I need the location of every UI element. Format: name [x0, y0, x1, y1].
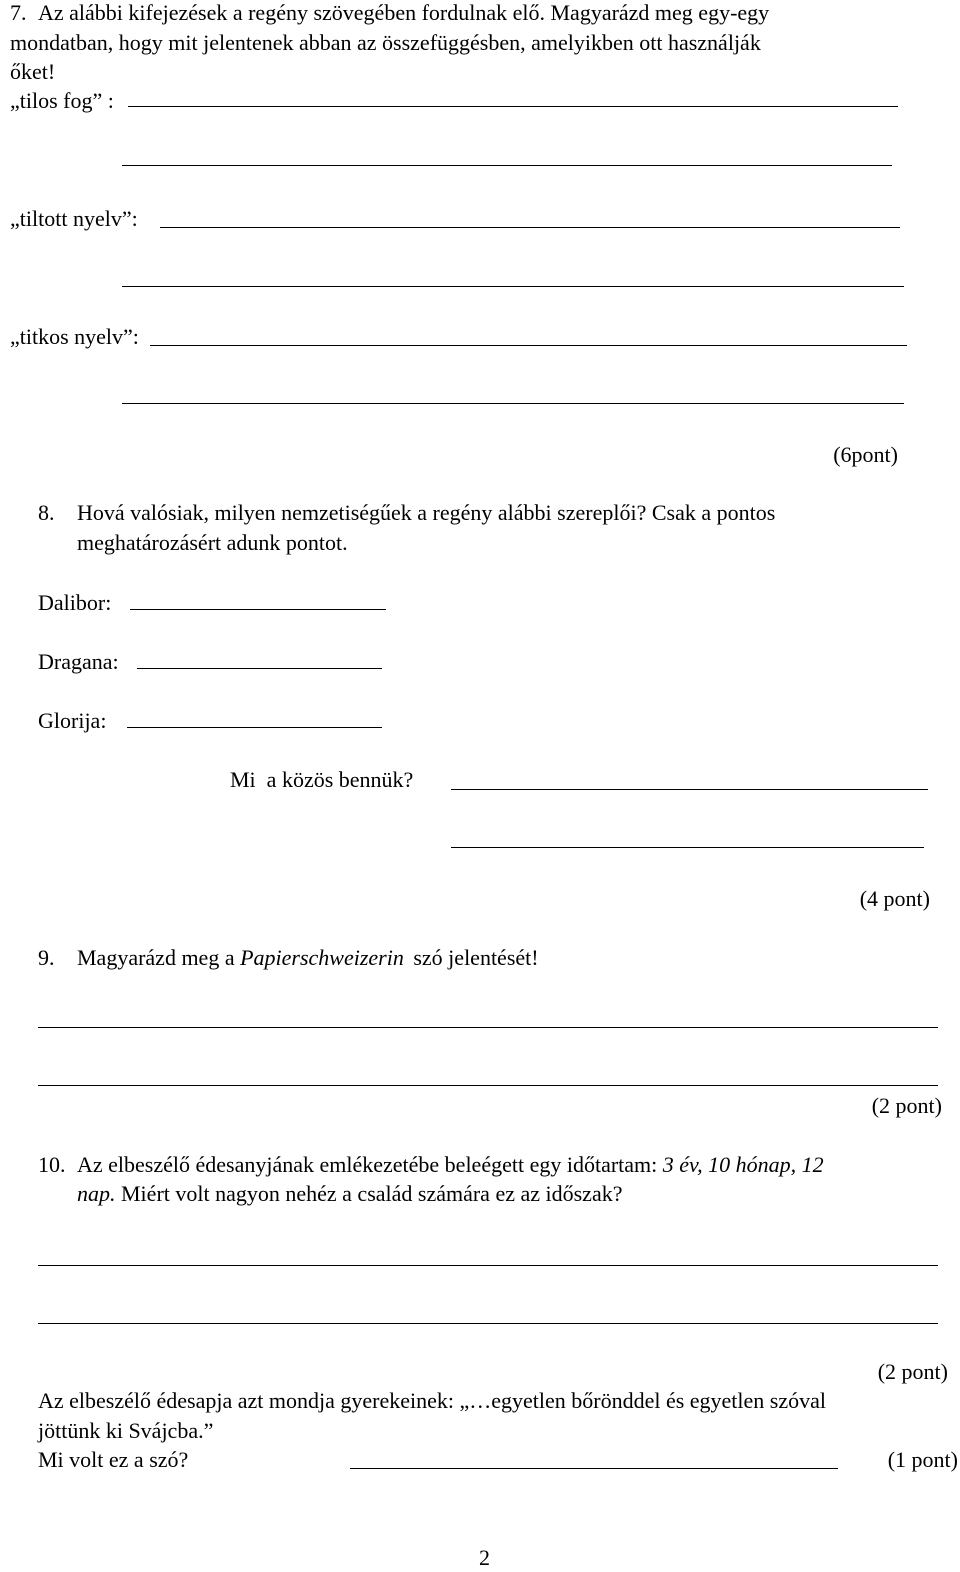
q10-duration-end: nap. — [77, 1181, 116, 1206]
q10-points: (2 pont) — [877, 1359, 948, 1384]
q11-text-line2: jöttünk ki Svájcba.” — [38, 1418, 214, 1443]
q10-text-line2-rest: Miért volt nagyon nehéz a család számára ez az időszak? — [121, 1181, 623, 1206]
q10-answer-line[interactable] — [38, 1265, 938, 1266]
q8-character-label: Dragana: — [38, 649, 119, 674]
q9-term: Papierschweizerin — [240, 945, 404, 970]
q11-answer-line[interactable] — [350, 1468, 838, 1469]
q7-item-label: „tiltott nyelv”: — [10, 206, 138, 231]
q7-answer-line[interactable] — [122, 165, 892, 166]
q10-number: 10. — [38, 1152, 66, 1177]
q10-text-line1 — [77, 1150, 824, 1179]
q9-number: 9. — [38, 945, 55, 970]
q8-answer-line[interactable] — [137, 668, 382, 669]
q7-number: 7. — [10, 0, 27, 25]
q7-text-line3: őket! — [10, 59, 56, 84]
q10-text-line1-part1: Az elbeszélő édesanyjának emlékezetébe beleégett egy időtartam: — [77, 1152, 658, 1177]
q7-answer-line[interactable] — [160, 227, 900, 228]
q8-answer-line[interactable] — [130, 609, 386, 610]
q7-text-line1: Az alábbi kifejezések a regény szövegében fordulnak elő. Magyarázd meg egy-egy — [38, 0, 770, 25]
q11-question: Mi volt ez a szó? — [38, 1447, 189, 1472]
q11-text-line1: Az elbeszélő édesapja azt mondja gyerekeinek: „…egyetlen bőrönddel és egyetlen szóval — [38, 1388, 827, 1413]
q9-points: (2 pont) — [871, 1093, 942, 1118]
q7-answer-line[interactable] — [128, 106, 898, 107]
q7-item-label: „tilos fog” : — [10, 88, 114, 113]
q8-number: 8. — [38, 500, 55, 525]
q11-points: (1 pont) — [887, 1447, 958, 1472]
q9-text-before: Magyarázd meg a — [77, 945, 235, 970]
q8-answer-line[interactable] — [451, 847, 924, 848]
q9-text-after: szó jelentését! — [413, 945, 539, 970]
q10-answer-line[interactable] — [38, 1323, 938, 1324]
q10-text-line2 — [77, 1179, 622, 1208]
q8-character-label: Dalibor: — [38, 590, 112, 615]
q7-points: (6pont) — [833, 442, 898, 467]
q8-text-line2: meghatározásért adunk pontot. — [77, 530, 348, 555]
q10-duration: 3 év, 10 hónap, 12 — [662, 1152, 824, 1177]
q7-answer-line[interactable] — [150, 345, 907, 346]
q9-answer-line[interactable] — [38, 1027, 938, 1028]
q8-common-question: Mi a közös bennük? — [230, 767, 414, 792]
q9-answer-line[interactable] — [38, 1085, 938, 1086]
q8-text-line1: Hová valósiak, milyen nemzetiségűek a regény alábbi szereplői? Csak a pontos — [77, 500, 776, 525]
q7-item-label: „titkos nyelv”: — [10, 324, 139, 349]
page-number: 2 — [479, 1545, 490, 1570]
q7-answer-line[interactable] — [122, 403, 904, 404]
q8-points: (4 pont) — [859, 886, 930, 911]
q8-answer-line[interactable] — [451, 789, 928, 790]
q7-answer-line[interactable] — [122, 286, 904, 287]
q8-character-label: Glorija: — [38, 708, 107, 733]
q8-answer-line[interactable] — [127, 727, 382, 728]
q9-text — [77, 943, 539, 972]
q7-text-line2: mondatban, hogy mit jelentenek abban az összefüggésben, amelyikben ott használják — [10, 30, 761, 55]
